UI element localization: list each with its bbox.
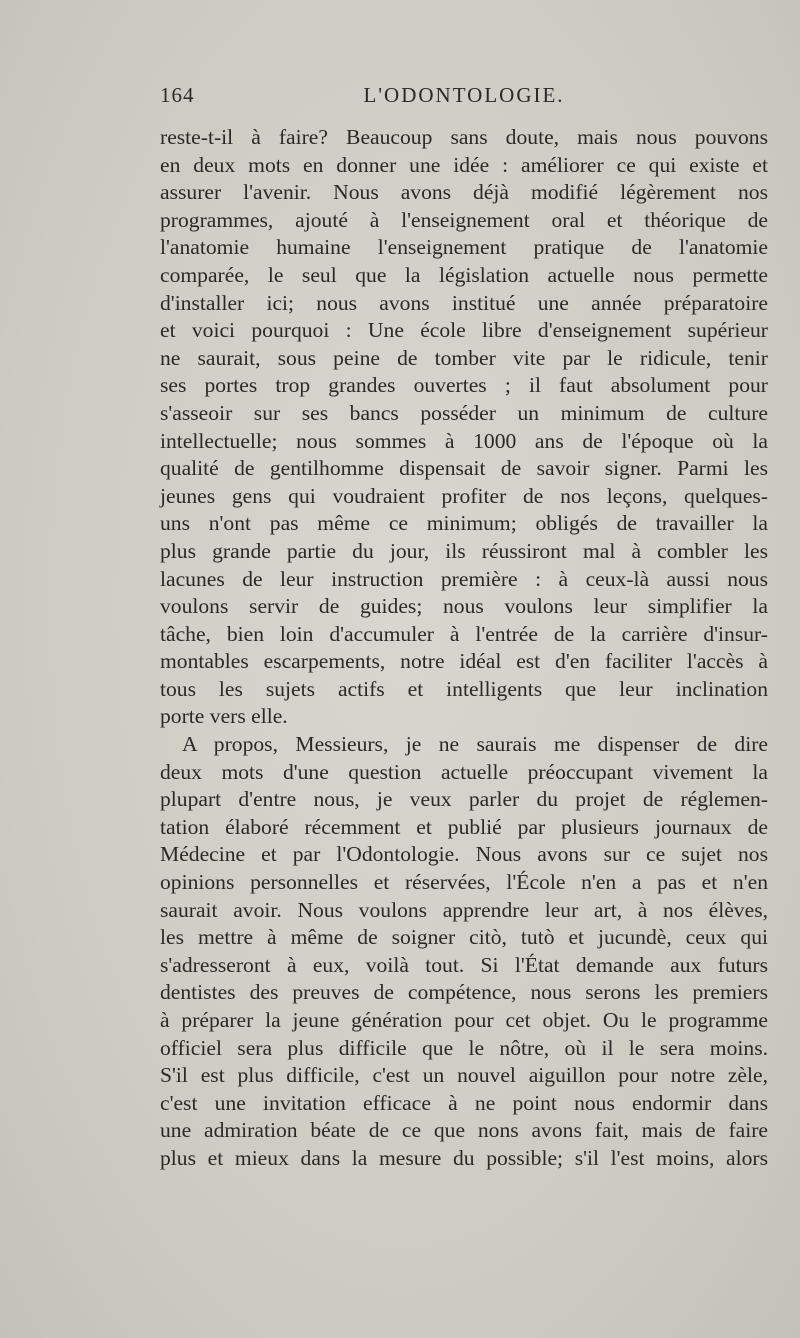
text-line: voulons servir de guides; nous voulons leur simplifier la [160, 594, 768, 619]
text-line: ne saurait, sous peine de tomber vite par le ridicule, tenir [160, 345, 768, 370]
text-line: d'installer ici; nous avons institué une année préparatoire [160, 290, 768, 315]
text-line: S'il est plus difficile, c'est un nouvel aiguillon pour notre zèle, [160, 1063, 768, 1088]
text-line: plus grande partie du jour, ils réussiront mal à combler les [160, 538, 768, 563]
text-line: reste-t-il à faire? Beaucoup sans doute, mais nous pouvons [160, 125, 768, 149]
text-line: ses portes trop grandes ouvertes ; il faut absolument pour [160, 373, 768, 398]
text-line: dentistes des preuves de compétence, nous serons les premiers [160, 980, 768, 1005]
text-line: tous les sujets actifs et intelligents que leur inclination [160, 676, 768, 701]
text-line: en deux mots en donner une idée : améliorer ce qui existe et [160, 152, 768, 177]
text-line: porte vers elle. [160, 704, 288, 729]
text-line: c'est une invitation efficace à ne point nous endormir dans [160, 1090, 768, 1115]
text-line: deux mots d'une question actuelle préoccupant vivement la [160, 759, 768, 784]
text-line: et voici pourquoi : Une école libre d'enseignement supérieur [160, 318, 768, 343]
body-text [160, 124, 768, 1173]
text-line: officiel sera plus difficile que le nôtre, où il le sera moins. [160, 1035, 768, 1060]
page-number: 164 [160, 83, 195, 107]
text-line: qualité de gentilhomme dispensait de savoir signer. Parmi les [160, 456, 768, 481]
text-line: programmes, ajouté à l'enseignement oral et théorique de [160, 207, 768, 232]
text-line: assurer l'avenir. Nous avons déjà modifié légèrement nos [160, 180, 768, 205]
text-line: s'asseoir sur ses bancs posséder un minimum de culture [160, 400, 768, 425]
text-line: comparée, le seul que la législation actuelle nous permette [160, 262, 768, 287]
text-line: Médecine et par l'Odontologie. Nous avons sur ce sujet nos [160, 842, 768, 867]
text-line: montables escarpements, notre idéal est d'en faciliter l'accès à [160, 649, 768, 674]
text-line: une admiration béate de ce que nons avons fait, mais de faire [160, 1118, 768, 1143]
text-line: lacunes de leur instruction première : à ceux-là aussi nous [160, 566, 768, 591]
text-line: jeunes gens qui voudraient profiter de nos leçons, quelques- [160, 483, 768, 508]
text-line: plus et mieux dans la mesure du possible; s'il l'est moins, alors [160, 1145, 768, 1170]
text-line: saurait avoir. Nous voulons apprendre leur art, à nos élèves, [160, 897, 768, 922]
text-line: l'anatomie humaine l'enseignement pratique de l'anatomie [160, 235, 768, 260]
text-line: s'adresseront à eux, voilà tout. Si l'État demande aux futurs [160, 952, 768, 977]
text-line: tation élaboré récemment et publié par plusieurs journaux de [160, 814, 768, 839]
page-header [160, 83, 768, 113]
text-line: opinions personnelles et réservées, l'École n'en a pas et n'en [160, 870, 768, 895]
text-line: les mettre à même de soigner citò, tutò et jucundè, ceux qui [160, 925, 768, 950]
running-title: L'ODONTOLOGIE. [363, 83, 565, 107]
text-line: tâche, bien loin d'accumuler à l'entrée de la carrière d'insur- [160, 621, 768, 646]
text-line: A propos, Messieurs, je ne saurais me dispenser de dire [182, 732, 768, 757]
text-line: à préparer la jeune génération pour cet objet. Ou le programme [160, 1008, 768, 1032]
text-line: plupart d'entre nous, je veux parler du projet de réglemen- [160, 787, 768, 812]
text-line: intellectuelle; nous sommes à 1000 ans de l'époque où la [160, 428, 768, 453]
text-line: uns n'ont pas même ce minimum; obligés de travailler la [160, 511, 768, 536]
